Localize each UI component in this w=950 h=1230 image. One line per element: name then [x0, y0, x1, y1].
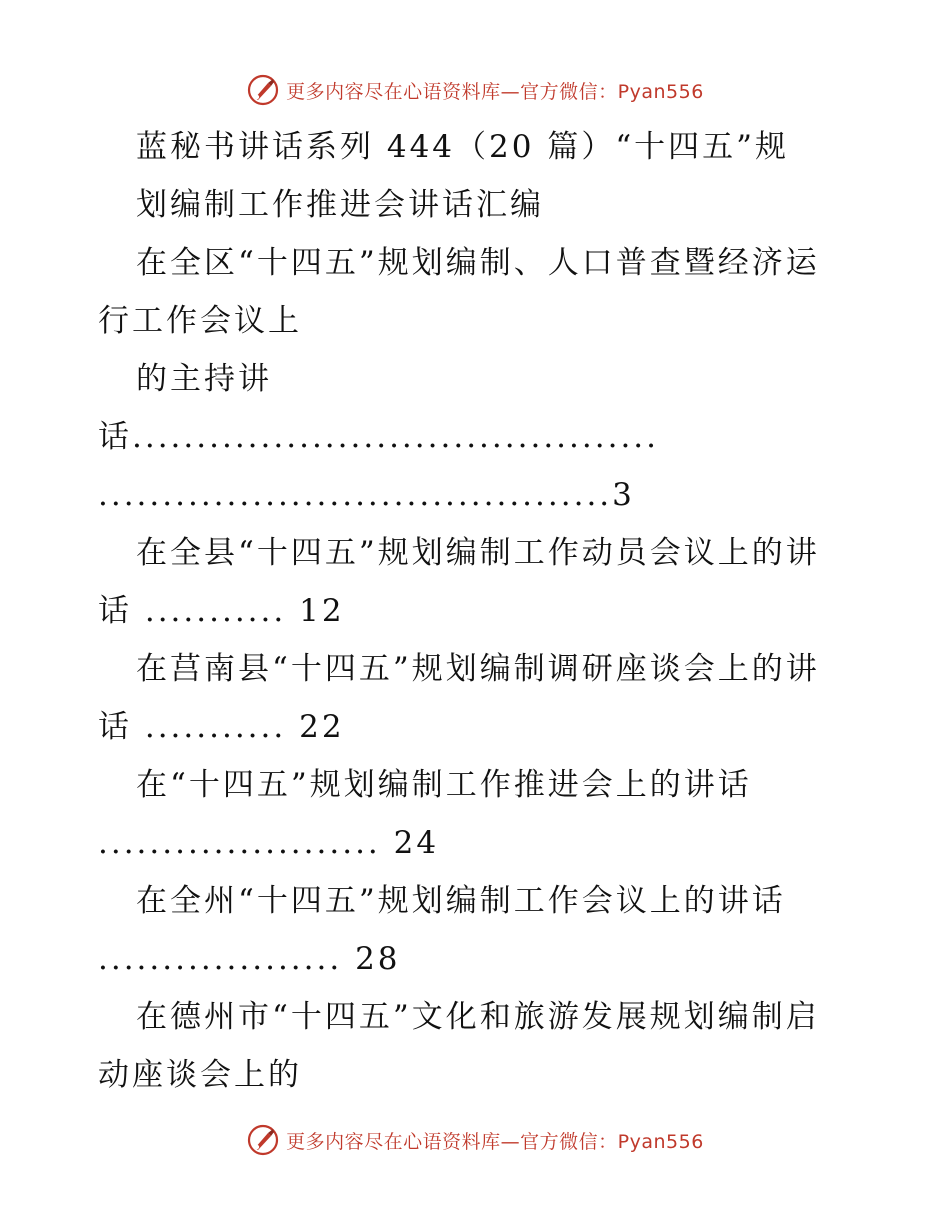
toc-line: 划编制工作推进会讲话汇编 [136, 187, 544, 223]
watermark-text: 更多内容尽在心语资料库—官方微信：Pyan556 [286, 1130, 704, 1153]
toc-line: 话 ........... 22 [98, 709, 345, 745]
quill-pen-seal-icon [246, 1123, 280, 1157]
header-watermark-banner [0, 70, 950, 110]
toc-line: ...................... 24 [98, 825, 440, 861]
toc-line: 话......................................... [98, 419, 660, 455]
document-body [98, 118, 858, 1104]
toc-line: ........................................3 [98, 477, 635, 513]
watermark-text: 更多内容尽在心语资料库—官方微信：Pyan556 [286, 80, 704, 103]
toc-line: 的主持讲 [136, 361, 272, 397]
footer-watermark-banner [0, 1120, 950, 1160]
toc-line: ................... 28 [98, 941, 401, 977]
toc-line: 在全县“十四五”规划编制工作动员会议上的讲 [136, 535, 820, 571]
toc-line: 在德州市“十四五”文化和旅游发展规划编制启 [136, 999, 820, 1035]
toc-line: 在莒南县“十四五”规划编制调研座谈会上的讲 [136, 651, 820, 687]
toc-line: 动座谈会上的 [98, 1057, 302, 1093]
toc-line: 在全区“十四五”规划编制、人口普查暨经济运 [136, 245, 820, 281]
toc-line: 行工作会议上 [98, 303, 302, 339]
toc-line: 话 ........... 12 [98, 593, 345, 629]
toc-line: 在全州“十四五”规划编制工作会议上的讲话 [136, 883, 786, 919]
quill-pen-seal-icon [246, 73, 280, 107]
toc-line: 蓝秘书讲话系列 444（20 篇）“十四五”规 [136, 129, 790, 165]
toc-line: 在“十四五”规划编制工作推进会上的讲话 [136, 767, 752, 803]
